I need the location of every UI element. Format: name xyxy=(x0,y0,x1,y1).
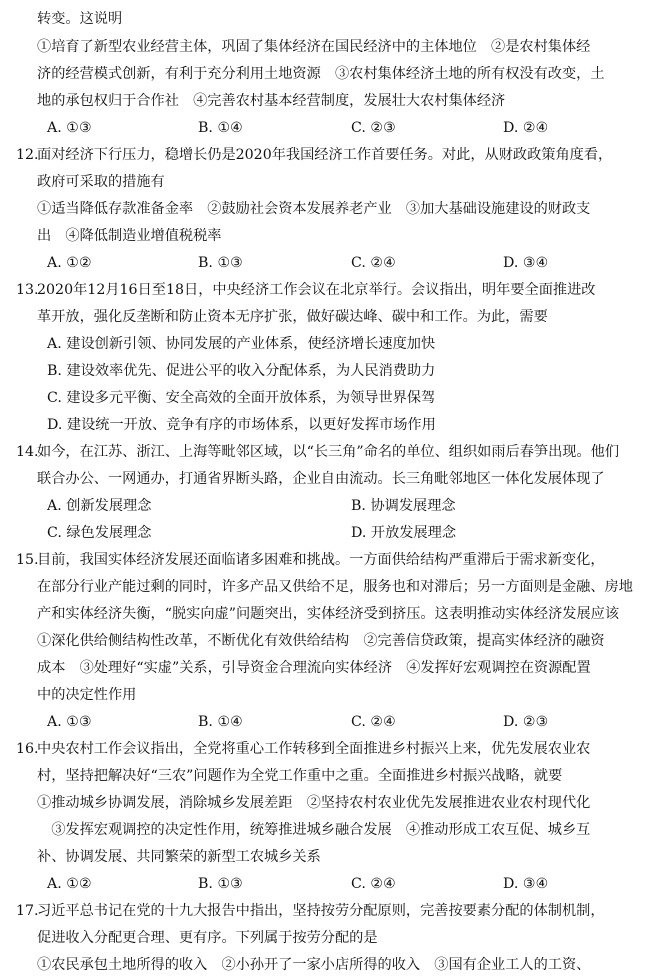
q16-stem-line: 村，坚持把解决好“三农”问题作为全党工作重中之重。全面推进乡村振兴战略，就要 xyxy=(37,768,563,784)
q11-option-c[interactable]: C. ②③ xyxy=(351,120,396,136)
q14-option-c[interactable]: C. 绿色发展理念 xyxy=(47,525,152,541)
q12-stem-line: 面对经济下行压力，稳增长仍是2020年我国经济工作首要任务。对此，从财政政策角度看， xyxy=(37,147,613,163)
q13-option-c[interactable]: C. 建设多元平衡、安全高效的全面开放体系，为领导世界保驾 xyxy=(47,390,436,406)
q14-stem-line: 联合办公、一网通办，打通省界断头路，企业自由流动。长三角毗邻地区一体化发展体现了 xyxy=(37,471,605,487)
q15-option-b[interactable]: B. ①④ xyxy=(198,714,243,730)
q12-option-a[interactable]: A. ①② xyxy=(47,255,92,271)
q15-number: 15. xyxy=(16,552,39,568)
q12-option-b[interactable]: B. ①③ xyxy=(198,255,243,271)
q11-stem-tail: 转变。这说明 xyxy=(37,11,123,27)
q16-option-c[interactable]: C. ②④ xyxy=(351,876,396,892)
q13-stem-line: 2020年12月16日至18日，中央经济工作会议在北京举行。会议指出，明年要全面推进改 xyxy=(37,282,596,298)
q16-stem-line: 中央农村工作会议指出，全党将重心工作转移到全面推进乡村振兴上来，优先发展农业农 xyxy=(37,741,591,757)
q15-stem-line: 在部分行业产能过剩的同时，许多产品又供给不足，服务也和对滞后；另一方面则是金融、房地 xyxy=(37,579,633,595)
q11-option-b[interactable]: B. ①④ xyxy=(198,120,243,136)
q12-statement-line: 出 ④降低制造业增值税税率 xyxy=(37,228,222,244)
q14-number: 14. xyxy=(16,444,39,460)
q16-statement-line: 补、协调发展、共同繁荣的新型工农城乡关系 xyxy=(37,849,321,865)
q16-statement-line: ③发挥宏观调控的决定性作用，统筹推进城乡融合发展 ④推动形成工农互促、城乡互 xyxy=(37,822,591,838)
q13-option-b[interactable]: B. 建设效率优先、促进公平的收入分配体系，为人民消费助力 xyxy=(47,363,436,379)
q17-stem-line: 促进收入分配更合理、更有序。下列属于按劳分配的是 xyxy=(37,930,378,946)
q13-stem-line: 革开放，强化反垄断和防止资本无序扩张，做好碳达峰、碳中和工作。为此，需要 xyxy=(37,309,548,325)
q16-number: 16. xyxy=(16,741,39,757)
q12-option-c[interactable]: C. ②④ xyxy=(351,255,396,271)
q11-statement-line: ①培育了新型农业经营主体，巩固了集体经济在国民经济中的主体地位 ②是农村集体经 xyxy=(37,39,591,55)
q12-number: 12. xyxy=(16,147,39,163)
q15-option-d[interactable]: D. ②③ xyxy=(503,714,549,730)
q11-statement-line: 地的承包权归于合作社 ④完善农村基本经营制度，发展壮大农村集体经济 xyxy=(37,93,506,109)
q11-statement-line: 济的经营模式创新，有利于充分利用土地资源 ③农村集体经济土地的所有权没有改变，土 xyxy=(37,66,605,82)
q11-option-a[interactable]: A. ①③ xyxy=(47,120,92,136)
q15-option-c[interactable]: C. ②④ xyxy=(351,714,396,730)
q13-number: 13. xyxy=(16,282,39,298)
q16-statement-line: ①推动城乡协调发展，消除城乡发展差距 ②坚持农村农业优先发展推进农业农村现代化 xyxy=(37,795,591,811)
q12-statement-line: ①适当降低存款准备金率 ②鼓励社会资本发展养老产业 ③加大基础设施建设的财政支 xyxy=(37,201,591,217)
q11-option-d[interactable]: D. ②④ xyxy=(503,120,549,136)
q13-option-d[interactable]: D. 建设统一开放、竞争有序的市场体系，以更好发挥市场作用 xyxy=(47,417,436,433)
q17-stem-line: 习近平总书记在党的十九大报告中指出，坚持按劳分配原则，完善按要素分配的体制机制， xyxy=(37,903,605,919)
q15-statement-line: 成本 ③处理好“实虚”关系，引导资金合理流向实体经济 ④发挥好宏观调控在资源配置 xyxy=(37,660,591,676)
q15-option-a[interactable]: A. ①③ xyxy=(47,714,92,730)
q13-option-a[interactable]: A. 建设创新引领、协同发展的产业体系，使经济增长速度加快 xyxy=(47,336,436,352)
q15-stem-line: 产和实体经济失衡，“脱实向虚”问题突出，实体经济受到挤压。这表明推动实体经济发展应该 xyxy=(37,606,620,622)
q16-option-d[interactable]: D. ③④ xyxy=(503,876,549,892)
q12-stem-line: 政府可采取的措施有 xyxy=(37,174,165,190)
q16-option-b[interactable]: B. ①③ xyxy=(198,876,243,892)
q15-statement-line: ①深化供给侧结构性改革，不断优化有效供给结构 ②完善信贷政策，提高实体经济的融资 xyxy=(37,633,605,649)
q14-option-b[interactable]: B. 协调发展理念 xyxy=(351,498,456,514)
q17-statement-line: ①农民承包土地所得的收入 ②小孙开了一家小店所得的收入 ③国有企业工人的工资、 xyxy=(37,957,591,973)
q14-stem-line: 如今，在江苏、浙江、上海等毗邻区域，以“长三角”命名的单位、组织如雨后春笋出现。他们 xyxy=(37,444,620,460)
q15-stem-line: 目前，我国实体经济发展还面临诸多困难和挑战。一方面供给结构严重滞后于需求新变化， xyxy=(37,552,605,568)
q12-option-d[interactable]: D. ③④ xyxy=(503,255,549,271)
q17-number: 17. xyxy=(16,903,39,919)
q14-option-a[interactable]: A. 创新发展理念 xyxy=(47,498,152,514)
q16-option-a[interactable]: A. ①② xyxy=(47,876,92,892)
q14-option-d[interactable]: D. 开放发展理念 xyxy=(351,525,457,541)
q15-statement-line: 中的决定性作用 xyxy=(37,687,137,703)
